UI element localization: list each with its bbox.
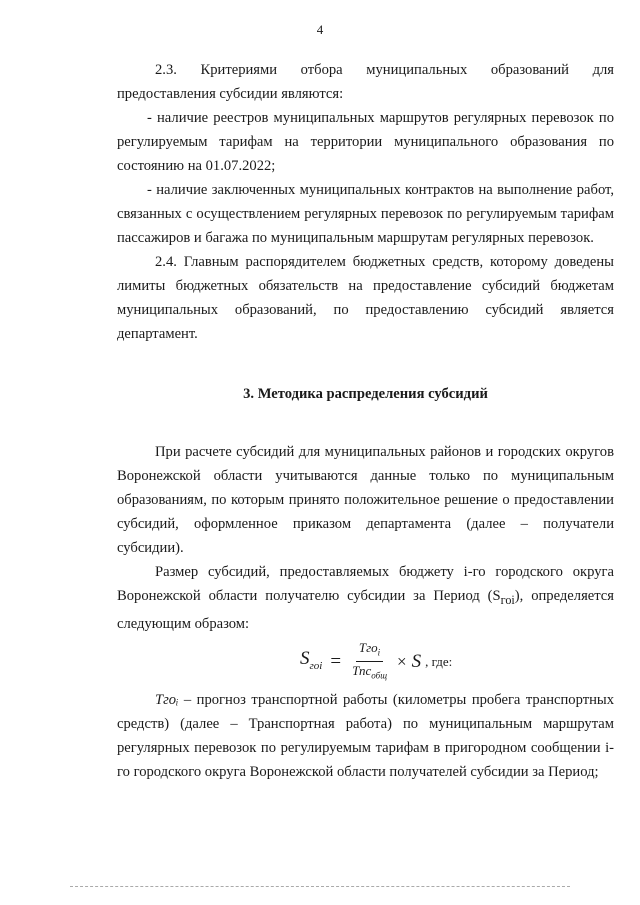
formula-fraction (349, 640, 390, 684)
footer-divider (70, 886, 570, 887)
section-heading: 3. Методика распределения субсидий (243, 386, 488, 402)
formula-multiply: × (396, 651, 407, 671)
formula-tail: , где: (425, 653, 453, 669)
subsidy-size-subscript: гоi (500, 592, 515, 607)
page-number: 4 (316, 22, 324, 37)
transport-work-text: – прогноз транспортной работы (километры пробега транспортных средств) (далее – Транспортная работа) по муниципальным маршрутам регулярных перевозок по регулируемым тарифам в пригородном сообщении i-го городского округа Воронежской области получателей субсидии за Период; (117, 691, 614, 780)
subsidy-formula (117, 640, 614, 684)
paragraph-2-4: 2.4. Главным распорядителем бюджетных средств, которому доведены лимиты бюджетных обязательств на предоставление субсидий бюджетам муниципальных образований, по предоставлению субсидий является департамент. (117, 254, 614, 342)
formula-numerator: Тго$_i$ (356, 640, 383, 663)
formula-denominator: Тпс$_{общ}$ (352, 663, 387, 681)
paragraph-criterion-1: - наличие реестров муниципальных маршрутов регулярных перевозок по регулируемым тарифам на территории муниципального образования по состоянию на 01.07.2022; (117, 110, 614, 174)
paragraph-2-3: 2.3. Критериями отбора муниципальных образований для предоставления субсидии являются: (117, 62, 614, 102)
formula-s: S (411, 650, 422, 672)
paragraph-criterion-2: - наличие заключенных муниципальных контрактов на выполнение работ, связанных с осуществлением регулярных перевозок по регулируемым тарифам пассажиров и багажа по муниципальным маршрутам регулярных перевозок. (117, 182, 614, 246)
paragraph-subsidy-size (117, 560, 614, 636)
document-body (117, 58, 614, 784)
paragraph-calculation: При расчете субсидий для муниципальных районов и городских округов Воронежской области учитываются данные только по муниципальным образованиям, по которым принято положительное решение о предоставлении субсидий, оформленное приказом департамента (далее – получатели субсидии). (117, 444, 614, 556)
subsidy-size-text-end: ), определяется следующим образом: (117, 588, 615, 632)
paragraph-transport-work (117, 688, 614, 784)
transport-work-variable: Тгоᵢ (155, 691, 179, 708)
formula-lhs: $S_{гоi}$ (300, 647, 323, 672)
formula-equals: = (330, 650, 342, 672)
subsidy-size-text: Размер субсидий, предоставляемых бюджету i-го городского округа Воронежской области получателю субсидии за Период (S (117, 564, 614, 604)
